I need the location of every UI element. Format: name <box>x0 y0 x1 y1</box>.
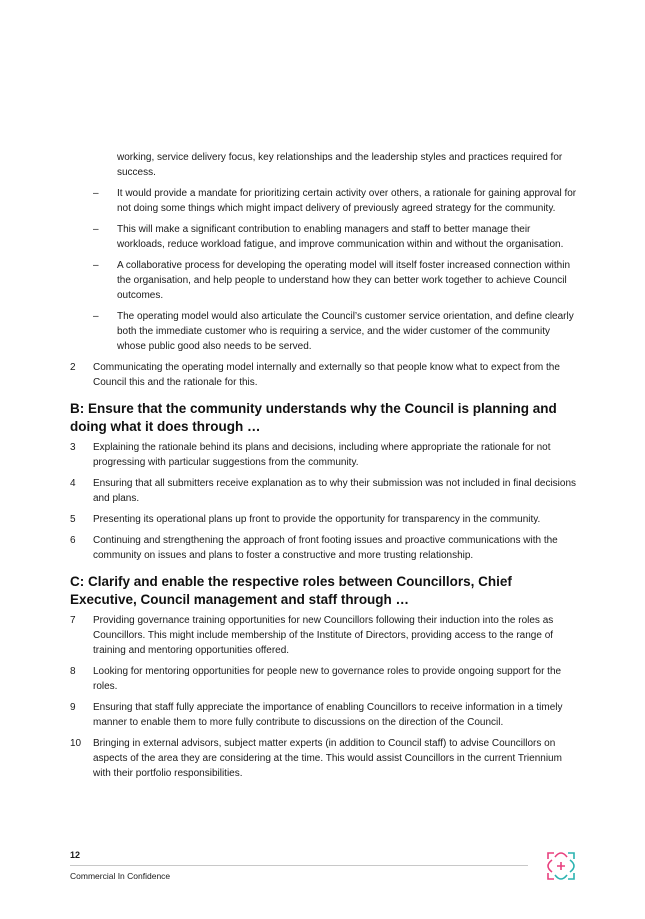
dash-item <box>70 309 578 354</box>
item-number: 7 <box>70 615 76 626</box>
dash-marker: – <box>93 260 99 271</box>
item-text: Explaining the rationale behind its plans and decisions, including where appropriate the rationale for not progressing with particular suggestions from the community. <box>93 442 551 468</box>
dash-item-text: It would provide a mandate for prioritizing certain activity over others, a rationale for gaining approval for not doing some things which might impact delivery of previously agreed strategy for the community. <box>117 188 577 214</box>
numbered-item <box>70 360 578 390</box>
logo-pink-arc-top <box>555 853 567 857</box>
dash-item-text: The operating model would also articulate the Council’s customer service orientation, and define clearly both the immediate customer who is requiring a service, and the wider customer of the community whose public good also needs to be served. <box>117 311 574 352</box>
item-text: Presenting its operational plans up front to provide the opportunity for transparency in the community. <box>93 514 541 525</box>
dash-item-text: This will make a significant contribution to enabling managers and staff to better manage their workloads, reduce workload fatigue, and improve communication within and without the organisation. <box>117 224 564 250</box>
numbered-item <box>70 440 578 470</box>
item-number: 6 <box>70 535 76 546</box>
logo-pink-corner-tl <box>548 853 554 859</box>
item-number: 4 <box>70 478 76 489</box>
item-number: 5 <box>70 514 76 525</box>
numbered-item <box>70 664 578 694</box>
dash-item <box>70 258 578 303</box>
numbered-item <box>70 613 578 658</box>
item-text: Ensuring that staff fully appreciate the importance of enabling Councillors to receive information in a timely manner to enable them to more fully contribute to discussions on the direction of the Council. <box>93 702 563 728</box>
logo-teal-corner-tr <box>568 853 574 859</box>
footer-divider <box>70 865 528 866</box>
numbered-item <box>70 512 578 527</box>
dash-item <box>70 222 578 252</box>
section-b-heading: B: Ensure that the community understands why the Council is planning and doing what it does through … <box>70 401 557 434</box>
item-text: Providing governance training opportunities for new Councillors following their induction into the roles as Councillors. This might include membership of the Institute of Directors, providing access to the range of training and mentoring opportunities offered. <box>93 615 554 656</box>
dash-marker: – <box>93 311 99 322</box>
item-number: 8 <box>70 666 76 677</box>
section-c-heading: C: Clarify and enable the respective roles between Councillors, Chief Executive, Council management and staff through … <box>70 574 512 607</box>
logo-cross <box>557 862 565 870</box>
logo-pink-arc-left <box>548 860 552 872</box>
intro-continuation: working, service delivery focus, key relationships and the leadership styles and practices required for success. <box>117 152 563 178</box>
item-text: Communicating the operating model internally and externally so that people know what to expect from the Council this and the rationale for this. <box>93 362 560 388</box>
dash-marker: – <box>93 224 99 235</box>
numbered-item <box>70 736 578 781</box>
item-number: 2 <box>70 362 76 373</box>
item-text: Bringing in external advisors, subject matter experts (in addition to Council staff) to advise Councillors on aspects of the area they are considering at the time. This would assist Councillors in the current Triennium with their portfolio responsibilities. <box>93 738 562 779</box>
logo-teal-arc-bottom <box>555 875 567 879</box>
dash-item-text: A collaborative process for developing the operating model will itself foster increased connection within the organisation, and help people to understand how they can better work together to achieve Council outcomes. <box>117 260 571 301</box>
council-logo-icon <box>543 848 579 884</box>
numbered-item <box>70 700 578 730</box>
dash-item <box>70 186 578 216</box>
logo-teal-corner-br <box>568 873 574 879</box>
numbered-item <box>70 533 578 563</box>
page-number: 12 <box>70 850 81 860</box>
item-text: Looking for mentoring opportunities for people new to governance roles to provide ongoing support for the roles. <box>93 666 562 692</box>
item-number: 3 <box>70 442 76 453</box>
numbered-item <box>70 476 578 506</box>
item-text: Continuing and strengthening the approach of front footing issues and proactive communications with the community on issues and plans to foster a constructive and more trusting relationship. <box>93 535 558 561</box>
item-number: 10 <box>70 738 82 749</box>
item-text: Ensuring that all submitters receive explanation as to why their submission was not included in final decisions and plans. <box>93 478 577 504</box>
document-body <box>70 150 578 787</box>
item-number: 9 <box>70 702 76 713</box>
confidentiality-notice: Commercial In Confidence <box>70 871 171 881</box>
logo-pink-corner-bl <box>548 873 554 879</box>
logo-teal-arc-right <box>570 860 574 872</box>
dash-marker: – <box>93 188 99 199</box>
